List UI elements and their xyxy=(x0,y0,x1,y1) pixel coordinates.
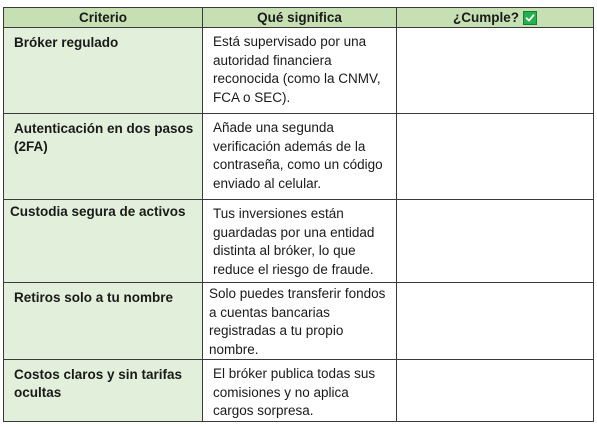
criterion-cell: Retiros solo a tu nombre xyxy=(4,283,203,360)
header-row xyxy=(4,8,594,28)
meaning-cell: El bróker publica todas sus comisiones y no aplica cargos sorpresa. xyxy=(203,360,397,422)
table-row xyxy=(4,28,594,114)
criterion-cell: Autenticación en dos pasos (2FA) xyxy=(4,114,203,200)
header-complies-label: ¿Cumple? xyxy=(453,10,519,25)
meaning-cell: Tus inversiones están guardadas por una entidad distinta al bróker, lo que reduce el riesgo de fraude. xyxy=(203,200,397,283)
checklist-table-container xyxy=(3,7,593,422)
complies-cell[interactable] xyxy=(397,114,594,200)
table-row xyxy=(4,200,594,283)
meaning-cell: Solo puedes transferir fondos a cuentas bancarias registradas a tu propio nombre. xyxy=(203,283,397,360)
table-row xyxy=(4,360,594,422)
header-criterion: Criterio xyxy=(4,8,203,28)
complies-cell[interactable] xyxy=(397,360,594,422)
complies-cell[interactable] xyxy=(397,28,594,114)
header-meaning: Qué significa xyxy=(203,8,397,28)
criterion-cell: Custodia segura de activos xyxy=(4,200,203,283)
table-row xyxy=(4,114,594,200)
criterion-cell: Costos claros y sin tarifas ocultas xyxy=(4,360,203,422)
checklist-table xyxy=(3,7,594,422)
criterion-cell: Bróker regulado xyxy=(4,28,203,114)
complies-cell[interactable] xyxy=(397,283,594,360)
meaning-cell: Añade una segunda verificación además de la contraseña, como un código enviado al celular. xyxy=(203,114,397,200)
header-complies xyxy=(397,8,594,28)
table-row xyxy=(4,283,594,360)
meaning-cell: Está supervisado por una autoridad financiera reconocida (como la CNMV, FCA o SEC). xyxy=(203,28,397,114)
check-mark-icon xyxy=(523,11,537,25)
complies-cell[interactable] xyxy=(397,200,594,283)
